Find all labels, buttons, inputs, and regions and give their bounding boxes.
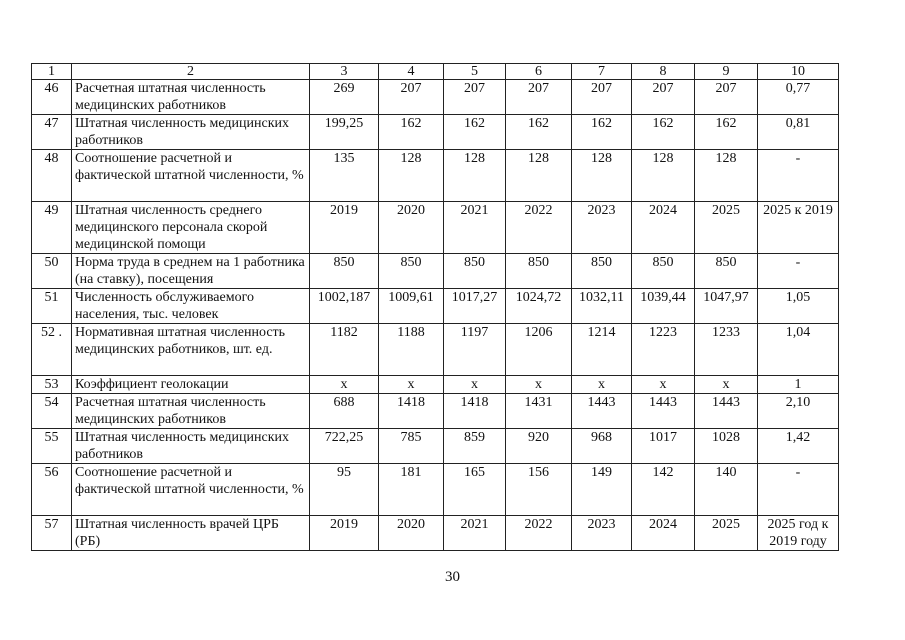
value-cell: 149 — [572, 464, 632, 516]
value-cell: 1197 — [444, 324, 506, 376]
table-row — [32, 376, 839, 394]
value-cell: х — [310, 376, 379, 394]
value-cell: 920 — [506, 429, 572, 464]
value-cell: 1017 — [632, 429, 695, 464]
value-cell: 2022 — [506, 516, 572, 551]
value-cell: 2025 год к 2019 году — [758, 516, 839, 551]
value-cell: 850 — [632, 254, 695, 289]
value-cell: 1017,27 — [444, 289, 506, 324]
value-cell: 1,42 — [758, 429, 839, 464]
value-cell: 1182 — [310, 324, 379, 376]
value-cell: 2020 — [379, 202, 444, 254]
value-cell: 968 — [572, 429, 632, 464]
value-cell: 128 — [379, 150, 444, 202]
value-cell: 2019 — [310, 202, 379, 254]
value-cell: 128 — [695, 150, 758, 202]
value-cell: 1431 — [506, 394, 572, 429]
value-cell: 850 — [506, 254, 572, 289]
value-cell: х — [695, 376, 758, 394]
value-cell: 2021 — [444, 202, 506, 254]
header-cell: 1 — [32, 64, 72, 80]
value-cell: 162 — [444, 115, 506, 150]
indicator-label-cell: Соотношение расчетной и фактической штатной численности, % — [72, 464, 310, 516]
value-cell: 1443 — [695, 394, 758, 429]
table-header-row — [32, 64, 839, 80]
value-cell: х — [506, 376, 572, 394]
value-cell: 2022 — [506, 202, 572, 254]
value-cell: 2023 — [572, 202, 632, 254]
value-cell: 1443 — [572, 394, 632, 429]
value-cell: 207 — [379, 80, 444, 115]
value-cell: 850 — [310, 254, 379, 289]
value-cell: 128 — [506, 150, 572, 202]
row-number-cell: 49 — [32, 202, 72, 254]
value-cell: - — [758, 150, 839, 202]
value-cell: х — [444, 376, 506, 394]
value-cell: 1206 — [506, 324, 572, 376]
value-cell: 1047,97 — [695, 289, 758, 324]
indicator-label-cell: Штатная численность медицинских работников — [72, 429, 310, 464]
header-cell: 6 — [506, 64, 572, 80]
value-cell: 1009,61 — [379, 289, 444, 324]
row-number-cell: 54 — [32, 394, 72, 429]
indicator-label-cell: Нормативная штатная численность медицинских работников, шт. ед. — [72, 324, 310, 376]
value-cell: 0,81 — [758, 115, 839, 150]
page-number: 30 — [445, 569, 460, 585]
value-cell: 135 — [310, 150, 379, 202]
value-cell: 1 — [758, 376, 839, 394]
value-cell: 207 — [572, 80, 632, 115]
row-number-cell: 56 — [32, 464, 72, 516]
value-cell: 140 — [695, 464, 758, 516]
value-cell: 859 — [444, 429, 506, 464]
value-cell: 1418 — [379, 394, 444, 429]
indicator-label-cell: Расчетная штатная численность медицинских работников — [72, 394, 310, 429]
header-cell: 3 — [310, 64, 379, 80]
value-cell: 162 — [506, 115, 572, 150]
value-cell: 128 — [572, 150, 632, 202]
value-cell: 2024 — [632, 202, 695, 254]
value-cell: 269 — [310, 80, 379, 115]
value-cell: 2019 — [310, 516, 379, 551]
indicator-label-cell: Численность обслуживаемого населения, тыс. человек — [72, 289, 310, 324]
value-cell: 2,10 — [758, 394, 839, 429]
row-number-cell: 46 — [32, 80, 72, 115]
value-cell: 1188 — [379, 324, 444, 376]
value-cell: х — [632, 376, 695, 394]
value-cell: 1002,187 — [310, 289, 379, 324]
table-body — [32, 64, 839, 551]
value-cell: 2020 — [379, 516, 444, 551]
header-cell: 7 — [572, 64, 632, 80]
table-row — [32, 115, 839, 150]
value-cell: 207 — [695, 80, 758, 115]
value-cell: 1039,44 — [632, 289, 695, 324]
header-cell: 5 — [444, 64, 506, 80]
value-cell: 199,25 — [310, 115, 379, 150]
indicator-label-cell: Штатная численность медицинских работников — [72, 115, 310, 150]
value-cell: 2023 — [572, 516, 632, 551]
table-row — [32, 394, 839, 429]
value-cell: 850 — [572, 254, 632, 289]
statistics-table — [31, 63, 839, 551]
value-cell: 1223 — [632, 324, 695, 376]
value-cell: 162 — [632, 115, 695, 150]
indicator-label-cell: Штатная численность среднего медицинского персонала скорой медицинской помощи — [72, 202, 310, 254]
value-cell: 2021 — [444, 516, 506, 551]
value-cell: 1028 — [695, 429, 758, 464]
value-cell: 2025 к 2019 — [758, 202, 839, 254]
value-cell: 850 — [695, 254, 758, 289]
value-cell: 1233 — [695, 324, 758, 376]
value-cell: 2024 — [632, 516, 695, 551]
value-cell: 1443 — [632, 394, 695, 429]
row-number-cell: 52 . — [32, 324, 72, 376]
value-cell: 162 — [695, 115, 758, 150]
table-row — [32, 254, 839, 289]
value-cell: 128 — [444, 150, 506, 202]
value-cell: - — [758, 254, 839, 289]
value-cell: 156 — [506, 464, 572, 516]
value-cell: 1024,72 — [506, 289, 572, 324]
value-cell: 850 — [444, 254, 506, 289]
row-number-cell: 53 — [32, 376, 72, 394]
indicator-label-cell: Коэффициент геолокации — [72, 376, 310, 394]
row-number-cell: 47 — [32, 115, 72, 150]
value-cell: 181 — [379, 464, 444, 516]
value-cell: 2025 — [695, 202, 758, 254]
value-cell: 1032,11 — [572, 289, 632, 324]
value-cell: 128 — [632, 150, 695, 202]
value-cell: х — [379, 376, 444, 394]
header-cell: 8 — [632, 64, 695, 80]
value-cell: 0,77 — [758, 80, 839, 115]
indicator-label-cell: Норма труда в среднем на 1 работника (на ставку), посещения — [72, 254, 310, 289]
table-row — [32, 80, 839, 115]
row-number-cell: 55 — [32, 429, 72, 464]
table-row — [32, 324, 839, 376]
value-cell: 2025 — [695, 516, 758, 551]
value-cell: 207 — [444, 80, 506, 115]
value-cell: 207 — [506, 80, 572, 115]
value-cell: 785 — [379, 429, 444, 464]
value-cell: 142 — [632, 464, 695, 516]
row-number-cell: 48 — [32, 150, 72, 202]
value-cell: х — [572, 376, 632, 394]
indicator-label-cell: Штатная численность врачей ЦРБ (РБ) — [72, 516, 310, 551]
value-cell: 1,05 — [758, 289, 839, 324]
value-cell: 722,25 — [310, 429, 379, 464]
value-cell: 1214 — [572, 324, 632, 376]
value-cell: 165 — [444, 464, 506, 516]
value-cell: 95 — [310, 464, 379, 516]
value-cell: - — [758, 464, 839, 516]
header-cell: 10 — [758, 64, 839, 80]
table-row — [32, 464, 839, 516]
value-cell: 1,04 — [758, 324, 839, 376]
table-row — [32, 202, 839, 254]
value-cell: 850 — [379, 254, 444, 289]
row-number-cell: 51 — [32, 289, 72, 324]
table-row — [32, 429, 839, 464]
header-cell: 2 — [72, 64, 310, 80]
indicator-label-cell: Расчетная штатная численность медицинских работников — [72, 80, 310, 115]
indicator-label-cell: Соотношение расчетной и фактической штатной численности, % — [72, 150, 310, 202]
value-cell: 207 — [632, 80, 695, 115]
header-cell: 9 — [695, 64, 758, 80]
value-cell: 162 — [572, 115, 632, 150]
table-row — [32, 516, 839, 551]
table-row — [32, 289, 839, 324]
value-cell: 688 — [310, 394, 379, 429]
row-number-cell: 50 — [32, 254, 72, 289]
value-cell: 162 — [379, 115, 444, 150]
table-row — [32, 150, 839, 202]
value-cell: 1418 — [444, 394, 506, 429]
row-number-cell: 57 — [32, 516, 72, 551]
header-cell: 4 — [379, 64, 444, 80]
